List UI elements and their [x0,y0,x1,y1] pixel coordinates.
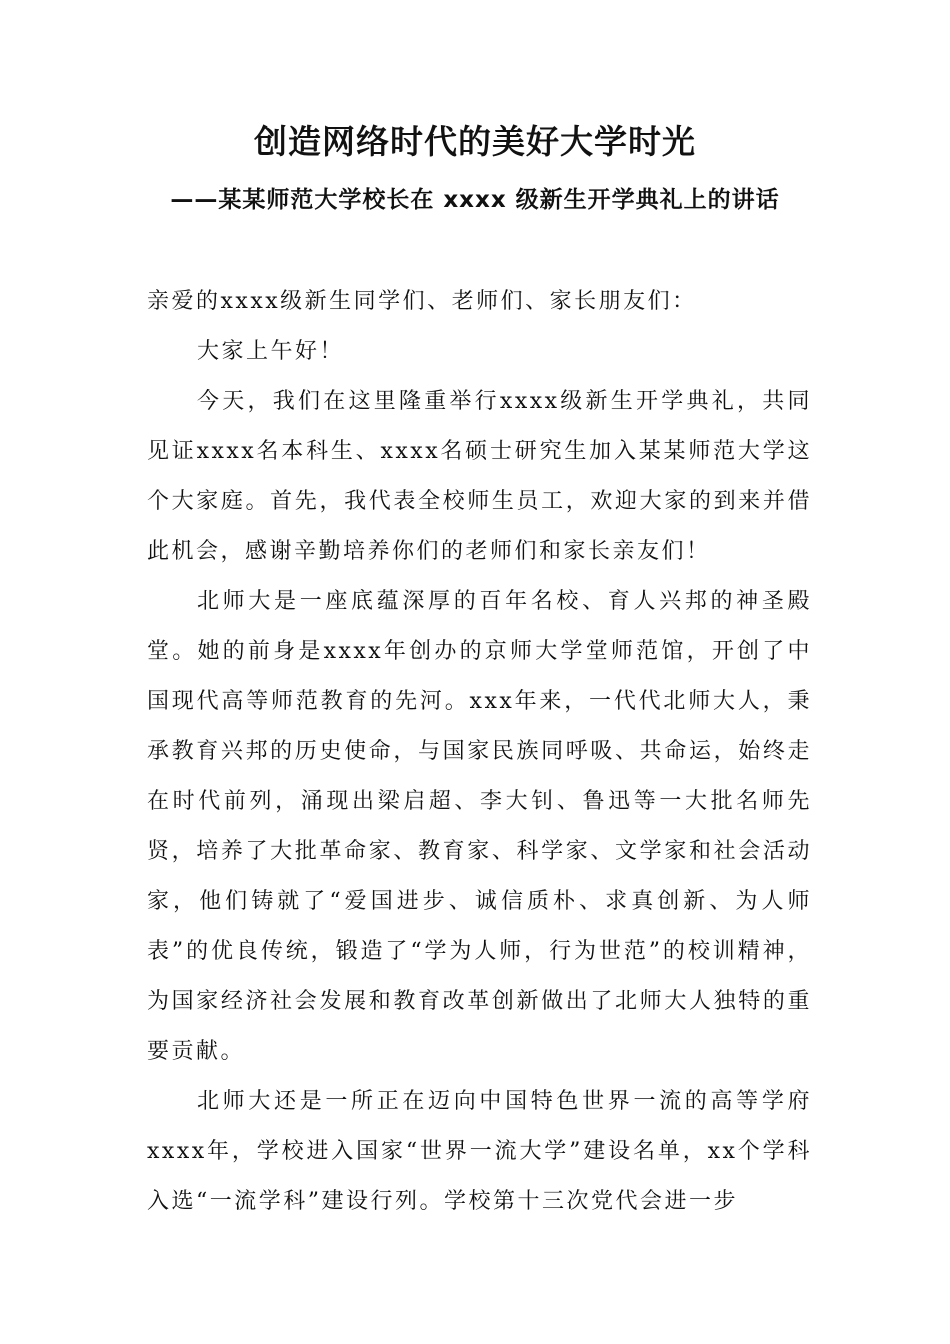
body-paragraph: 北师大还是一所正在迈向中国特色世界一流的高等学府xxxx年，学校进入国家“世界一流大学”建设名单，xx个学科入选“一流学科”建设行列。学校第十三次党代会进一步 [147,1089,812,1214]
document-subtitle: ——某某师范大学校长在 xxxx 级新生开学典礼上的讲话 [170,187,780,213]
body-text-area [147,277,812,1229]
body-paragraph: 今天，我们在这里隆重举行xxxx级新生开学典礼，共同见证xxxx名本科生、xxxx名硕士研究生加入某某师范大学这个大家庭。首先，我代表全校师生员工，欢迎大家的到来并借此机会，感谢辛勤培养你们的老师们和家长亲友们！ [147,389,812,564]
document-body [147,277,812,1229]
salutation-paragraph: 亲爱的xxxx级新生同学们、老师们、家长朋友们： [147,289,697,314]
document-title: 创造网络时代的美好大学时光 [254,122,696,161]
greeting-paragraph: 大家上午好！ [197,339,345,364]
body-paragraph: 北师大是一座底蕴深厚的百年名校、育人兴邦的神圣殿堂。她的前身是xxxx年创办的京师大学堂师范馆，开创了中国现代高等师范教育的先河。xxx年来，一代代北师大人，秉承教育兴邦的历史使命，与国家民族同呼吸、共命运，始终走在时代前列，涌现出梁启超、李大钊、鲁迅等一大批名师先贤，培养了大批革命家、教育家、科学家、文学家和社会活动家，他们铸就了“爱国进步、诚信质朴、求真创新、为人师表”的优良传统，锻造了“学为人师，行为世范”的校训精神，为国家经济社会发展和教育改革创新做出了北师大人独特的重要贡献。 [147,589,812,1064]
